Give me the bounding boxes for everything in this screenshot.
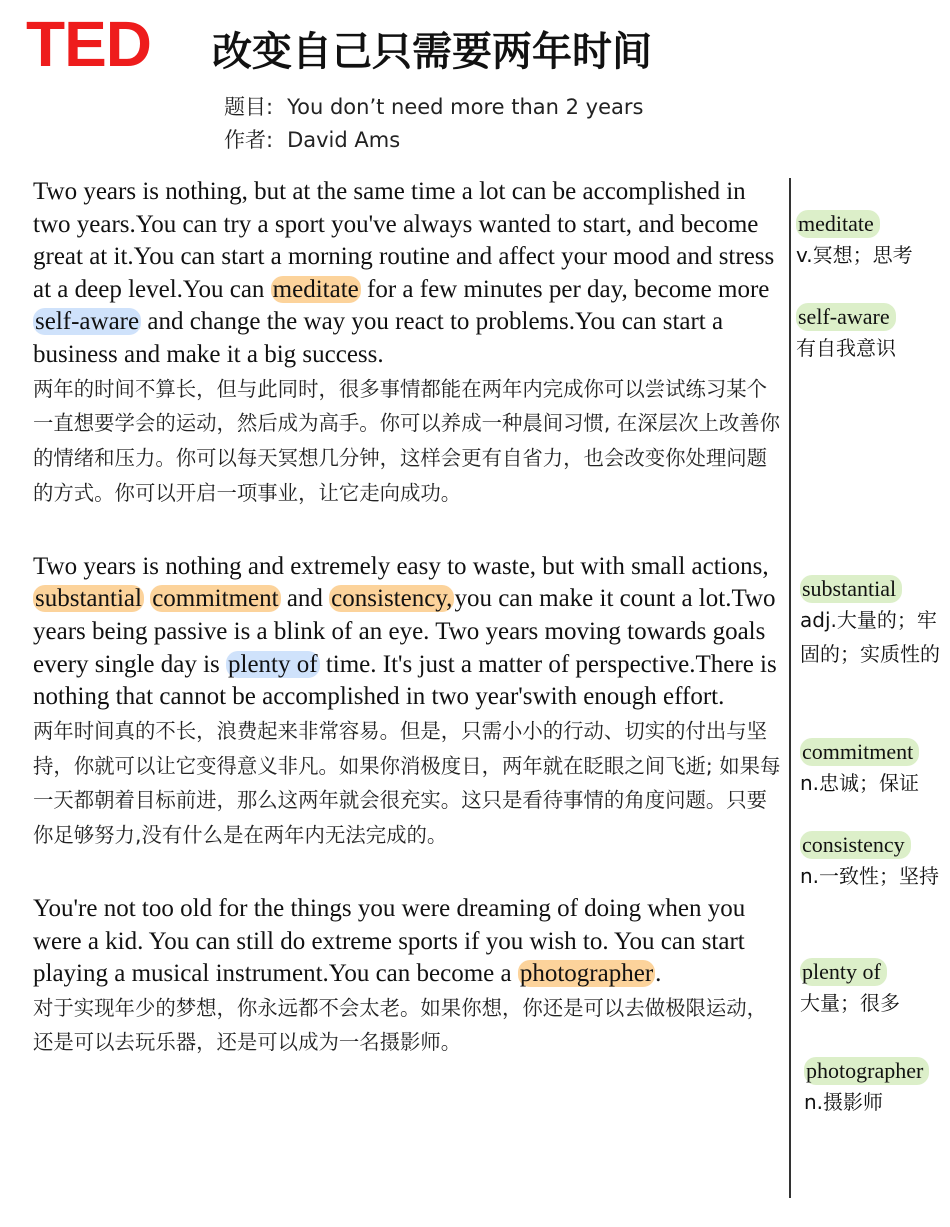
- glossary-term: photographer: [804, 1057, 929, 1085]
- highlight-substantial: substantial: [35, 585, 142, 613]
- paragraph-2-english: Two years is nothing and extremely easy to waste, but with small actions, substantial commitment and consistency,you can make it count a lot.Two years being passive is a blink of an eye. Two years moving towards goals every single day is plenty of time. It's just a matter of perspective.There is nothing that cannot be accomplished in two year'swith enough effort.: [33, 552, 777, 711]
- topic-value: You don’t need more than 2 years: [287, 95, 644, 119]
- author-value: David Ams: [287, 128, 401, 152]
- paragraph-2-chinese: 两年时间真的不长，浪费起来非常容易。但是，只需小小的行动、切实的付出与坚持，你就可以让它变得意义非凡。如果你消极度日，两年就在眨眼之间飞逝; 如果每一天都朝着目标前进，那么这两年就会很充实。这只是看待事情的角度问题。只要你足够努力,没有什么是在两年内无法完成的。: [33, 718, 781, 848]
- glossary-item-commitment: [800, 738, 950, 800]
- glossary-definition: n.摄影师: [804, 1090, 884, 1114]
- page-title: 改变自己只需要两年时间: [212, 29, 652, 75]
- author-line: [224, 125, 400, 155]
- column-divider: [789, 178, 791, 1198]
- glossary-item-consistency: [800, 831, 950, 893]
- ted-logo: TED: [26, 8, 151, 80]
- highlight-commitment: commitment: [152, 585, 279, 613]
- paragraph-3-english: You're not too old for the things you were dreaming of doing when you were a kid. You can still do extreme sports if you wish to. You can start playing a musical instrument.You can become a photographer.: [33, 894, 746, 988]
- highlight-consistency: consistency,: [331, 585, 453, 613]
- glossary-definition: n.一致性；坚持: [800, 864, 940, 888]
- article-body: [33, 176, 781, 1060]
- glossary-term: meditate: [796, 210, 880, 238]
- glossary-term: commitment: [800, 738, 919, 766]
- glossary-term: substantial: [800, 575, 902, 603]
- paragraph-1-chinese: 两年的时间不算长，但与此同时，很多事情都能在两年内完成你可以尝试练习某个一直想要学会的运动，然后成为高手。你可以养成一种晨间习惯, 在深层次上改善你的情绪和压力。你可以每天冥想几分钟，这样会更有自省力，也会改变你处理问题的方式。你可以开启一项事业，让它走向成功。: [33, 376, 781, 505]
- glossary-item-substantial: [800, 575, 950, 671]
- paragraph-1-english: Two years is nothing, but at the same time a lot can be accomplished in two years.You can try a sport you've always wanted to start, and become great at it.You can start a morning routine and affect your mood and stress at a deep level.You can meditate for a few minutes per day, become more self-aware and change the way you react to problems.You can start a business and make it a big success.: [33, 178, 775, 368]
- glossary-definition: 有自我意识: [796, 336, 896, 360]
- highlight-photographer: photographer: [519, 960, 654, 988]
- glossary-item-self-aware: [796, 303, 950, 365]
- author-label: 作者:: [224, 128, 274, 152]
- glossary-definition: v.冥想；思考: [796, 243, 913, 267]
- glossary-term: self-aware: [796, 303, 896, 331]
- glossary-definition: n.忠诚；保证: [800, 771, 920, 795]
- glossary-term: consistency: [800, 831, 911, 859]
- glossary-item-photographer: [804, 1057, 950, 1119]
- highlight-meditate: meditate: [272, 275, 359, 303]
- highlight-plenty-of: plenty of: [228, 650, 318, 678]
- topic-line: [224, 92, 643, 122]
- glossary-definition: adj.大量的；牢固的；实质性的: [800, 608, 940, 666]
- glossary-item-plenty-of: [800, 958, 950, 1020]
- glossary-definition: 大量；很多: [800, 991, 900, 1015]
- topic-label: 题目:: [224, 95, 274, 119]
- glossary-item-meditate: [796, 210, 950, 272]
- highlight-self-aware: self-aware: [35, 308, 140, 336]
- paragraph-3-chinese: 对于实现年少的梦想，你永远都不会太老。如果你想，你还是可以去做极限运动，还是可以去玩乐器，还是可以成为一名摄影师。: [33, 995, 768, 1055]
- glossary-term: plenty of: [800, 958, 887, 986]
